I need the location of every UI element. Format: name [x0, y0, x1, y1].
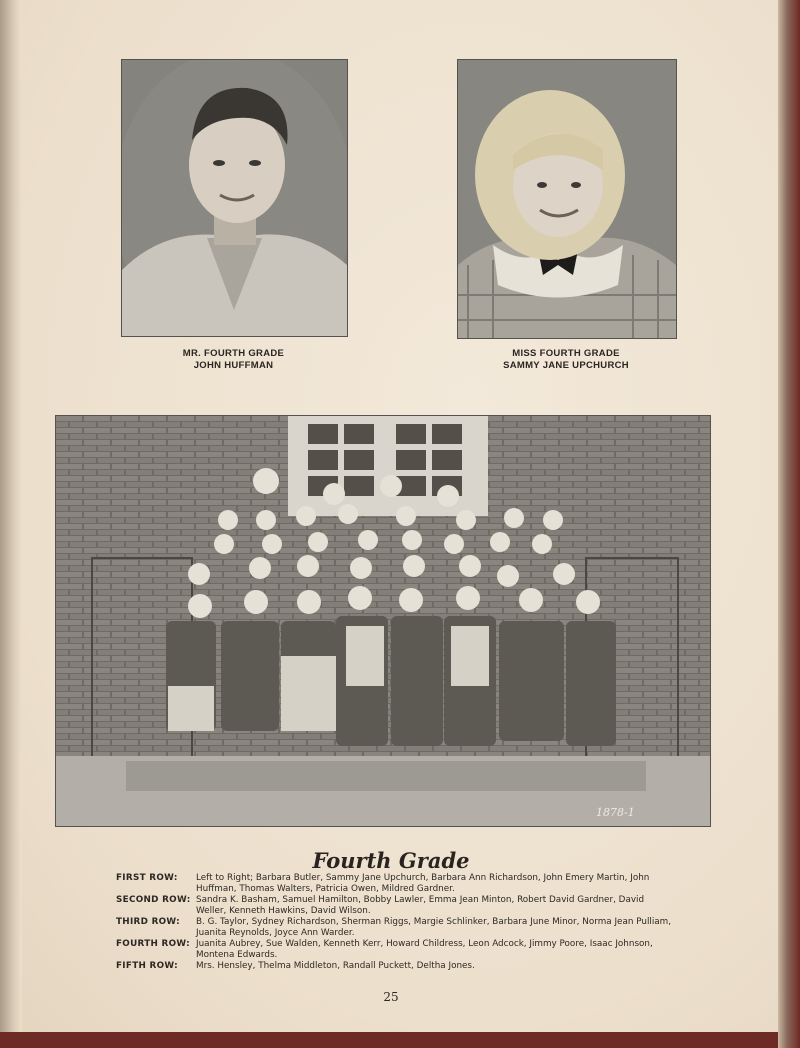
- roster-row-third: [116, 917, 676, 939]
- row-label: FIFTH ROW:: [116, 961, 178, 971]
- page-number: 25: [383, 990, 399, 1004]
- row-label: FOURTH ROW:: [116, 939, 190, 949]
- portrait-caption-girl: [457, 348, 675, 372]
- page-title: Fourth Grade: [312, 848, 470, 873]
- portrait-caption-boy: [121, 348, 346, 372]
- row-label: FIRST ROW:: [116, 873, 178, 883]
- photo-stamp: 1878-1: [596, 806, 635, 819]
- row-names: B. G. Taylor, Sydney Richardson, Sherman Riggs, Margie Schlinker, Barbara June Minor, Norma Jean Pulliam, Juanita Reynolds, Joyce Ann Warder.: [196, 917, 672, 938]
- row-names: Left to Right; Barbara Butler, Sammy Jane Upchurch, Barbara Ann Richardson, John Emery Martin, John Huffman, Thomas Walters, Patricia Owen, Mildred Gardner.: [196, 873, 650, 894]
- roster-row-fourth: [116, 939, 676, 961]
- portrait-title: MR. FOURTH GRADE: [182, 348, 285, 359]
- class-group-photo: [55, 415, 711, 827]
- roster-row-first: [116, 873, 676, 895]
- roster-row-second: [116, 895, 676, 917]
- portrait-photo-boy: [121, 59, 348, 337]
- roster-list: [116, 873, 676, 972]
- row-names: Mrs. Hensley, Thelma Middleton, Randall Puckett, Deltha Jones.: [196, 961, 475, 971]
- roster-row-fifth: [116, 961, 676, 972]
- portrait-name: JOHN HUFFMAN: [193, 360, 274, 371]
- portrait-title: MISS FOURTH GRADE: [512, 348, 620, 359]
- portrait-photo-girl: [457, 59, 677, 339]
- portrait-name: SAMMY JANE UPCHURCH: [503, 360, 629, 371]
- book-cover-edge: [778, 0, 800, 1048]
- row-label: SECOND ROW:: [116, 895, 191, 905]
- row-names: Juanita Aubrey, Sue Walden, Kenneth Kerr, Howard Childress, Leon Adcock, Jimmy Poore, Isaac Johnson, Montena Edwards.: [196, 939, 653, 960]
- row-names: Sandra K. Basham, Samuel Hamilton, Bobby Lawler, Emma Jean Minton, Robert David Gardner, David Weller, Kenneth Hawkins, David Wilson.: [196, 895, 645, 916]
- binding-gutter: [0, 0, 22, 1032]
- row-label: THIRD ROW:: [116, 917, 180, 927]
